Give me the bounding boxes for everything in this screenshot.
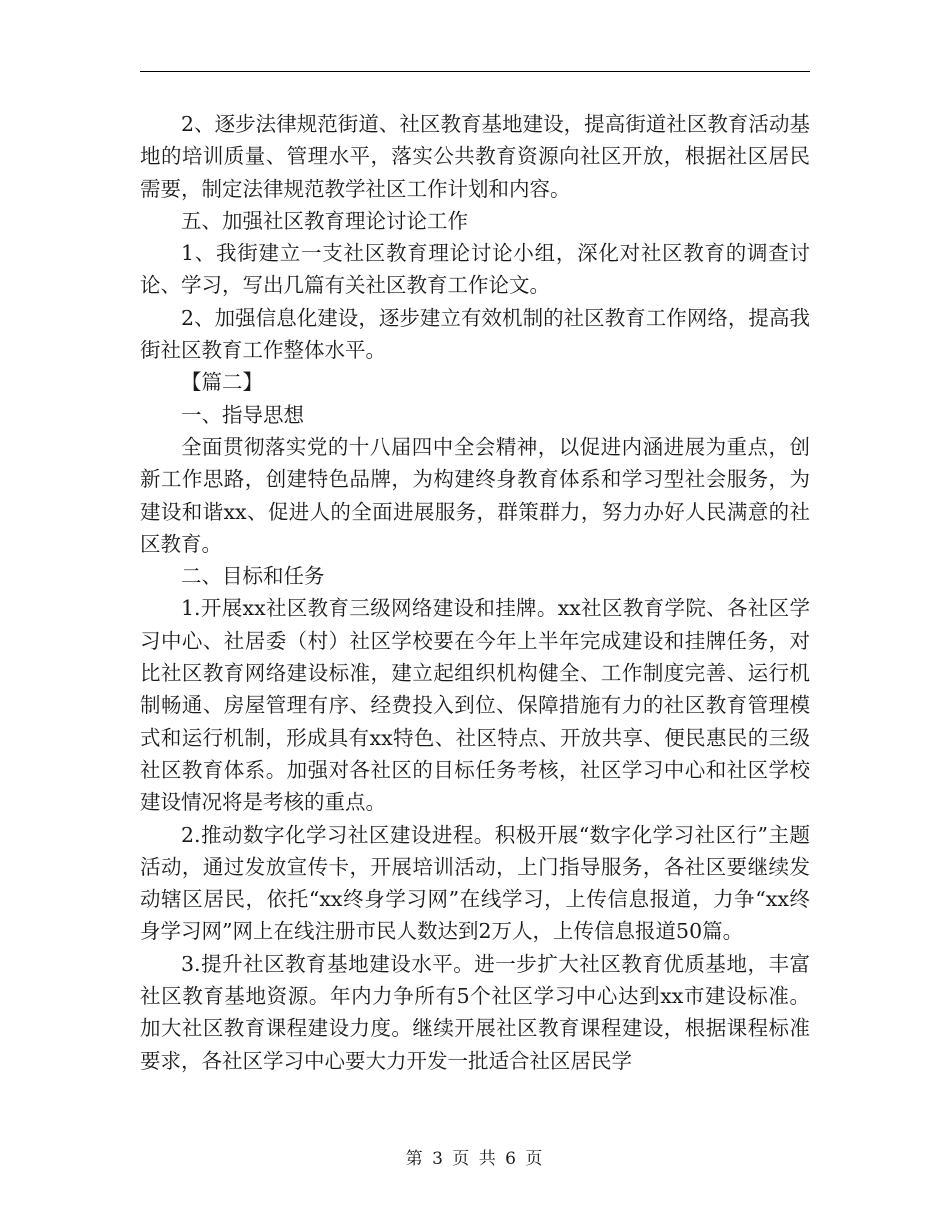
paragraph: 1、我街建立一支社区教育理论讨论小组，深化对社区教育的调查讨论、学习，写出几篇有关社区教育工作论文。 [140,241,810,298]
paragraph: 1.开展xx社区教育三级网络建设和挂牌。xx社区教育学院、各社区学习中心、社居委（村）社区学校要在今年上半年完成建设和挂牌任务，对比社区教育网络建设标准，建立起组织机构健全、工作制度完善、运行机制畅通、房屋管理有序、经费投入到位、保障措施有力的社区教育管理模式和运行机制，形成具有xx特色、社区特点、开放共享、便民惠民的三级社区教育体系。加强对各社区的目标任务考核，社区学习中心和社区学校建设情况将是考核的重点。 [140,596,810,815]
header-rule [140,71,810,72]
paragraph: 3.提升社区教育基地建设水平。进一步扩大社区教育优质基地，丰富社区教育基地资源。年内力争所有5个社区学习中心达到xx市建设标准。加大社区教育课程建设力度。继续开展社区教育课程建设，根据课程标准要求，各社区学习中心要大力开发一批适合社区居民学 [140,951,810,1073]
part-heading: 【篇二】 [181,370,263,395]
paragraph: 2、逐步法律规范街道、社区教育基地建设，提高街道社区教育活动基地的培训质量、管理水平，落实公共教育资源向社区开放，根据社区居民需要，制定法律规范教学社区工作计划和内容。 [140,112,810,201]
page-number-footer: 第 3 页 共 6 页 [405,1149,545,1169]
paragraph: 2、加强信息化建设，逐步建立有效机制的社区教育工作网络，提高我街社区教育工作整体水平。 [140,305,810,363]
document-body [140,108,810,1077]
section-heading: 五、加强社区教育理论讨论工作 [181,208,468,233]
paragraph: 全面贯彻落实党的十八届四中全会精神，以促进内涵进展为重点，创新工作思路，创建特色品牌，为构建终身教育体系和学习型社会服务，为建设和谐xx、促进人的全面进展服务，群策群力，努力办好人民满意的社区教育。 [140,434,810,556]
paragraph: 2.推动数字化学习社区建设进程。积极开展“数字化学习社区行”主题活动，通过发放宣传卡，开展培训活动，上门指导服务，各社区要继续发动辖区居民，依托“xx终身学习网”在线学习，上传信息报道，力争“xx终身学习网”网上在线注册市民人数达到2万人，上传信息报道50篇。 [140,822,810,944]
section-heading: 二、目标和任务 [181,564,325,589]
section-heading: 一、指导思想 [181,402,304,427]
